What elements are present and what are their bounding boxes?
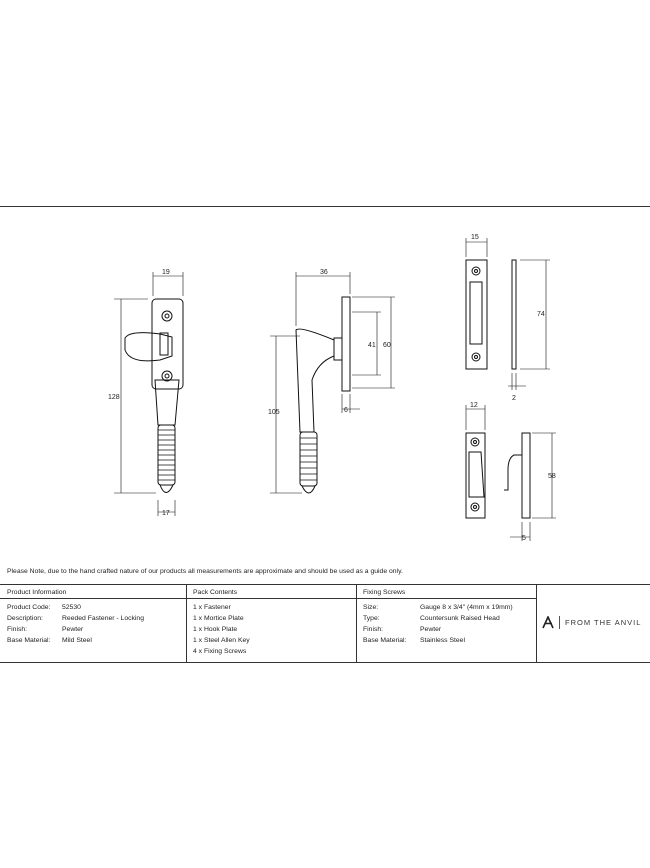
spec-row: Size: Gauge 8 x 3/4" (4mm x 19mm) (363, 604, 513, 611)
product-information-column (0, 585, 186, 663)
spec-row: Product Code: 52530 (7, 604, 81, 611)
brand-name: FROM THE ANVIL (565, 618, 642, 627)
mortice-plate-front-view (466, 260, 487, 369)
pack-contents-column (186, 585, 356, 663)
spec-row: Base Material: Stainless Steel (363, 637, 465, 644)
technical-drawing (0, 207, 650, 563)
dim-depth-36: 36 (320, 269, 328, 276)
spec-row: Finish: Pewter (363, 626, 442, 633)
dim-depth-6: 6 (344, 407, 348, 414)
spec-row: Base Material: Mild Steel (7, 637, 92, 644)
dim-hook-height-58: 58 (548, 473, 556, 480)
dim-height-128: 128 (108, 394, 120, 401)
fastener-front-view (125, 299, 183, 493)
measurement-note: Please Note, due to the hand crafted nature of our products all measurements are approximate and should be used as a guide only. (7, 568, 403, 575)
fixing-screws-column (356, 585, 536, 663)
pack-item: 1 x Fastener (193, 604, 231, 611)
pack-item: 4 x Fixing Screws (193, 648, 247, 655)
spec-row: Type: Countersunk Raised Head (363, 615, 500, 622)
fixing-screws-heading: Fixing Screws (363, 589, 406, 596)
dim-bottom-17: 17 (162, 510, 170, 517)
dim-width-19: 19 (162, 269, 170, 276)
brand-separator (559, 616, 560, 629)
hook-plate-front-view (466, 433, 485, 518)
mortice-plate-side-view (512, 260, 516, 369)
product-information-heading: Product Information (7, 589, 67, 596)
pack-item: 1 x Mortice Plate (193, 615, 244, 622)
pack-contents-heading: Pack Contents (193, 589, 238, 596)
dim-height-105: 105 (268, 409, 280, 416)
dim-hook-width-12: 12 (470, 402, 478, 409)
dim-plate-height-74: 74 (537, 311, 545, 318)
pack-item: 1 x Steel Allen Key (193, 637, 250, 644)
dim-plate-60: 60 (383, 342, 391, 349)
dim-plate-thickness-2: 2 (512, 395, 516, 402)
dim-hook-5: 5 (522, 535, 526, 542)
pack-item: 1 x Hook Plate (193, 626, 238, 633)
dim-plate-width-15: 15 (471, 234, 479, 241)
spec-row: Finish: Pewter (7, 626, 84, 633)
hook-plate-side-view (504, 433, 530, 518)
spec-row: Description: Reeded Fastener - Locking (7, 615, 144, 622)
dim-plate-41: 41 (368, 342, 376, 349)
anvil-a-logo-icon (542, 616, 555, 629)
